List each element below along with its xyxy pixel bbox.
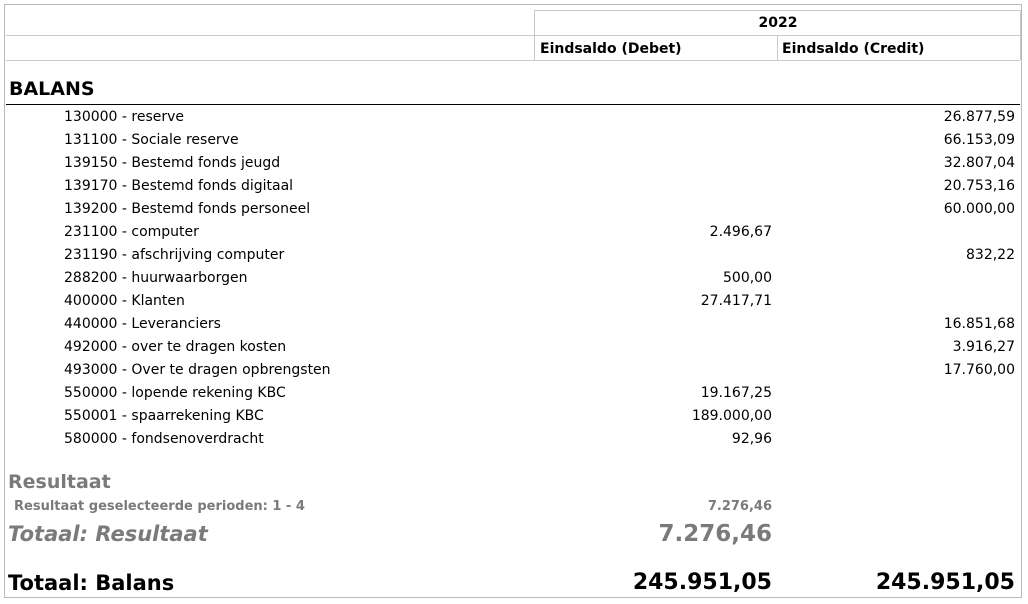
- section-rule: [6, 104, 1020, 105]
- debet-value: 500,00: [723, 270, 772, 286]
- account-row: [0, 268, 1028, 291]
- account-row: [0, 314, 1028, 337]
- account-row: [0, 360, 1028, 383]
- account-label: 288200 - huurwaarborgen: [64, 270, 248, 286]
- header-divider: [777, 36, 778, 60]
- account-label: 130000 - reserve: [64, 109, 185, 125]
- account-row: [0, 107, 1028, 130]
- account-label: 139200 - Bestemd fonds personeel: [64, 201, 311, 217]
- section-title-balans: BALANS: [9, 78, 95, 100]
- credit-value: 3.916,27: [952, 339, 1015, 355]
- debet-value: 27.417,71: [700, 293, 772, 309]
- result-section-title: Resultaat: [8, 471, 111, 493]
- account-row: [0, 222, 1028, 245]
- account-label: 580000 - fondsenoverdracht: [64, 431, 264, 447]
- account-label: 493000 - Over te dragen opbrengsten: [64, 362, 331, 378]
- credit-value: 66.153,09: [943, 132, 1015, 148]
- account-label: 139150 - Bestemd fonds jeugd: [64, 155, 281, 171]
- header-top-rule: [534, 10, 1021, 11]
- account-row: [0, 199, 1028, 222]
- account-label: 231190 - afschrijving computer: [64, 247, 285, 263]
- account-row: [0, 153, 1028, 176]
- account-rows: [0, 107, 1028, 452]
- account-label: 231100 - computer: [64, 224, 199, 240]
- balance-total-label: Totaal: Balans: [8, 571, 175, 595]
- debet-value: 92,96: [731, 431, 772, 447]
- account-label: 139170 - Bestemd fonds digitaal: [64, 178, 294, 194]
- balance-total-credit: 245.951,05: [875, 570, 1015, 595]
- account-row: [0, 337, 1028, 360]
- column-header-credit: Eindsaldo (Credit): [782, 41, 925, 57]
- credit-value: 17.760,00: [943, 362, 1015, 378]
- account-row: [0, 245, 1028, 268]
- credit-value: 60.000,00: [943, 201, 1015, 217]
- debet-value: 19.167,25: [700, 385, 772, 401]
- result-period-label: Resultaat geselecteerde perioden: 1 - 4: [14, 499, 305, 514]
- credit-value: 20.753,16: [943, 178, 1015, 194]
- account-row: [0, 176, 1028, 199]
- debet-value: 2.496,67: [709, 224, 772, 240]
- year-heading: 2022: [758, 15, 798, 31]
- account-row: [0, 291, 1028, 314]
- balance-total-debet: 245.951,05: [632, 570, 772, 595]
- debet-value: 189.000,00: [691, 408, 772, 424]
- result-period-value: 7.276,46: [707, 499, 772, 514]
- credit-value: 832,22: [966, 247, 1015, 263]
- account-label: 131100 - Sociale reserve: [64, 132, 239, 148]
- header-rule: [6, 60, 1020, 61]
- account-row: [0, 130, 1028, 153]
- credit-value: 32.807,04: [943, 155, 1015, 171]
- account-label: 550001 - spaarrekening KBC: [64, 408, 264, 424]
- column-header-debet: Eindsaldo (Debet): [540, 41, 682, 57]
- credit-value: 16.851,68: [943, 316, 1015, 332]
- account-label: 400000 - Klanten: [64, 293, 185, 309]
- account-label: 440000 - Leveranciers: [64, 316, 221, 332]
- account-row: [0, 406, 1028, 429]
- account-label: 550000 - lopende rekening KBC: [64, 385, 286, 401]
- account-row: [0, 429, 1028, 452]
- account-label: 492000 - over te dragen kosten: [64, 339, 287, 355]
- header-rule: [6, 35, 1020, 36]
- result-total-value: 7.276,46: [658, 521, 772, 547]
- result-total-label: Totaal: Resultaat: [8, 522, 208, 546]
- credit-value: 26.877,59: [943, 109, 1015, 125]
- account-row: [0, 383, 1028, 406]
